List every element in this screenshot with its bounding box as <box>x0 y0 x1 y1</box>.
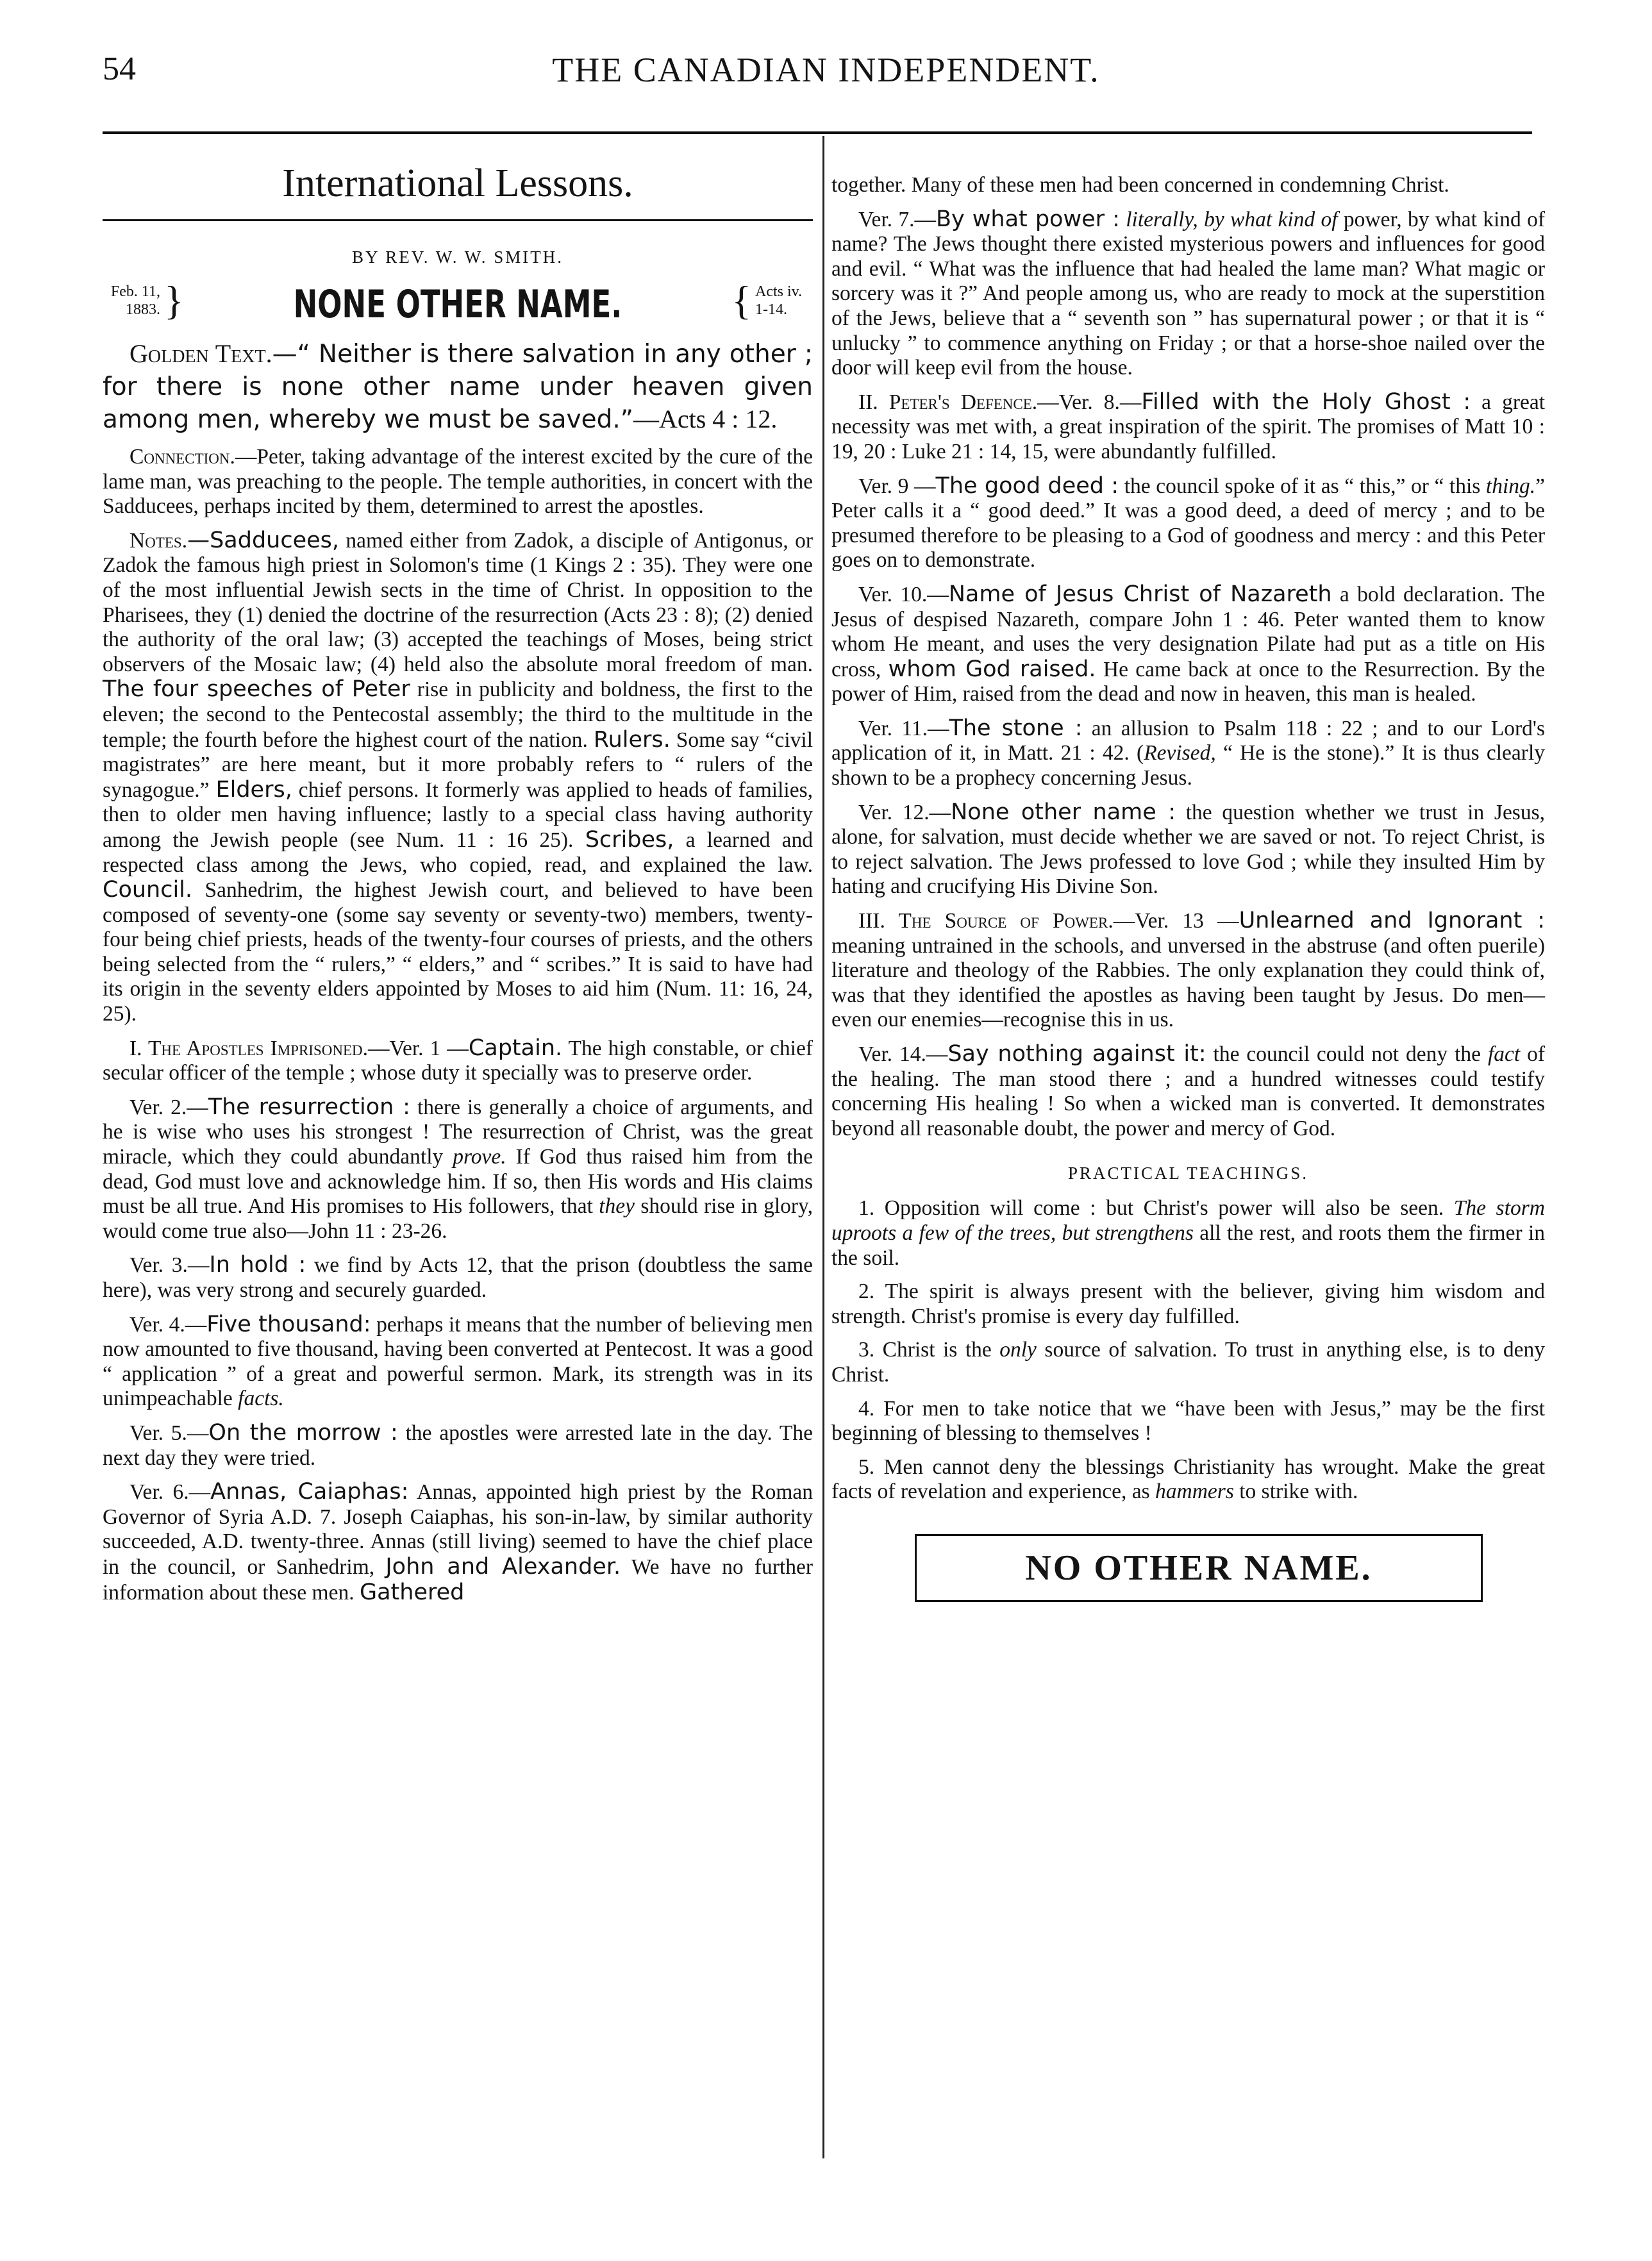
part1-text: The high constable, or chief secular officer of the temple ; whose duty it specially was to preserve order. <box>103 1036 813 1085</box>
lesson-title: NONE OTHER NAME. <box>293 282 622 327</box>
verse-text: “ He is the stone).” It is thus clearly shown to be a prophecy concerning Jesus. <box>831 741 1546 790</box>
verse-14-paragraph <box>831 1042 1545 1141</box>
part2-verse: —Ver. 8.— <box>1037 390 1142 414</box>
teaching-text: 3. Christ is the <box>858 1338 1000 1362</box>
verse-term: Name of Jesus Christ of Nazareth <box>948 581 1332 607</box>
part1-verse: —Ver. 1 — <box>368 1036 469 1060</box>
verse-5-paragraph <box>103 1421 813 1471</box>
part2-text: a great necessity was met with, a great inspiration of the spirit. The promises of Matt 10 : 19, 20 : Luke 21 : 14, 15, were abundantly fulfilled. <box>831 390 1546 463</box>
lesson-ref-book: Acts iv. <box>755 283 803 300</box>
teaching-item-4: 4. For men to take notice that we “have been with Jesus,” may be the first beginning of blessing to themselves ! <box>831 1396 1545 1446</box>
verse-term: Say nothing against it: <box>947 1041 1206 1067</box>
part2-term: Filled with the Holy Ghost : <box>1141 388 1471 415</box>
verse-text: perhaps it means that the number of believing men now amounted to five thousand, having been converted at Pentecost. It was a good “ application ” of a great and powerful sermon. Mark, its strength was in its unimpeachable <box>103 1312 813 1411</box>
notes-text: rise in publicity and boldness, the first to the eleven; the second to the Pentecostal assembly; the third to the multitude in the temple; the fourth before the highest court of the nation. <box>103 678 813 752</box>
continued-paragraph: together. Many of these men had been concerned in condemning Christ. <box>831 173 1449 197</box>
notes-text: Sanhedrim, the highest Jewish court, and believed to have been composed of seventy-one (some say seventy or seventy-two) members, twenty-four being chief priests, heads of the twenty-four courses of priests, and the others being selected from the “ rulers,” “ elders,” and “ scribes.” It is said to have had its origin in the seventy elders appointed by Moses to aid him (Num. 11: 16, 24, 25). <box>103 878 813 1026</box>
part2-paragraph <box>831 390 1545 465</box>
verse-6-paragraph <box>103 1480 813 1605</box>
verse-term: Five thousand: <box>206 1311 371 1337</box>
teaching-item-3 <box>831 1338 1545 1387</box>
notes-paragraph <box>103 528 813 1027</box>
teaching-item-1 <box>831 1196 1545 1271</box>
verse-4-paragraph <box>103 1312 813 1412</box>
verse-text: power, by what kind of name? The Jews thought there existed mysterious powers and influences for good and evil. “ What was the influence that had healed the lame man? What magic or sorcery was it ?” And people among us, who are ready to mock at the superstition of the Jews, believe that a “ seventh son ” has supernatural power ; or that it is “ unlucky ” to commence anything on Friday ; or that a horse-shoe nailed over the door will keep evil from the house. <box>831 207 1546 380</box>
verse-text: a bold declaration. The Jesus of despised Nazareth, compare John 1 : 46. Peter wanted them to know whom He meant, and uses the very designation Pilate had put as a title on His cross, <box>831 582 1545 681</box>
lesson-reference <box>755 283 813 319</box>
notes-text: chief persons. It formerly was applied to heads of families, then to older men having influence; lastly to a special class having authority among the Jewish people (see Num. 11 : 16 25). <box>103 778 813 852</box>
teaching-text: all the rest, and roots them the firmer in the soil. <box>831 1221 1545 1270</box>
part1-term: Captain. <box>468 1035 563 1061</box>
verse-9-paragraph <box>831 474 1545 573</box>
verse-text: an allusion to Psalm 118 : 22 ; and to our Lord's application of it, in Matt. 21 : 42. ( <box>831 716 1545 765</box>
verse-emphasis: they <box>599 1194 635 1219</box>
byline: BY REV. W. W. SMITH. <box>351 247 564 267</box>
notes-label: Notes. <box>129 528 188 553</box>
notes-text: Some say “civil magistrates” are here meant, but it more probably refers to “ rulers of the synagogue.” <box>103 728 813 802</box>
golden-text-verse: —“ Neither is there salvation in any other ; for there is none other name under heaven given among men, whereby we must be saved.” <box>103 340 813 434</box>
lesson-date-day: Feb. 11, <box>110 283 160 300</box>
verse-emphasis: thing. <box>1485 474 1536 498</box>
verse-label: Ver. 12.— <box>858 800 951 824</box>
verse-text: We have no further information about these men. <box>103 1555 813 1605</box>
verse-text: the council spoke of it as “ this,” or “ this <box>1119 474 1486 498</box>
verse-emphasis: prove. <box>453 1145 506 1169</box>
part3-heading: III. The Source of Power. <box>858 909 1114 933</box>
verse-label: Ver. 2.— <box>129 1095 208 1119</box>
verse-11-paragraph <box>831 716 1545 791</box>
teaching-emphasis: hammers <box>1155 1480 1234 1504</box>
verse-term: The resurrection : <box>208 1094 410 1120</box>
brace-left: } <box>164 278 184 323</box>
verse-text: there is generally a choice of arguments, and he is wise who uses his strongest ! The resurrection of Christ, was the great miracle, which they could abundantly <box>103 1095 813 1169</box>
verse-term: In hold : <box>209 1252 306 1278</box>
verse-text: the apostles were arrested late in the day. The next day they were tried. <box>103 1421 813 1470</box>
verse-text: ” Peter calls it a “ good deed.” It was a good deed, a deed of mercy ; and to be presumed therefore to be pleasing to a God of goodness and mercy : and this Peter goes on to demonstrate. <box>831 474 1546 572</box>
verse-emphasis: fact <box>1487 1042 1521 1066</box>
teaching-text: 5. Men cannot deny the blessings Christianity has wrought. Make the great facts of revelation and experience, as <box>831 1455 1545 1504</box>
notes-term-four-speeches: The four speeches of Peter <box>103 676 410 703</box>
verse-term: whom God raised. <box>888 656 1096 682</box>
verse-term: On the morrow : <box>208 1419 398 1446</box>
verse-emphasis: Revised, <box>1144 741 1216 765</box>
verse-text <box>1120 208 1126 231</box>
page-number: 54 <box>103 51 136 87</box>
verse-term: None other name : <box>951 799 1176 825</box>
teaching-item-5 <box>831 1455 1545 1505</box>
verse-label: Ver. 11.— <box>858 716 949 740</box>
lesson-title-row <box>103 279 813 333</box>
golden-text <box>103 338 813 436</box>
part2-heading: II. Peter's Defence. <box>858 390 1038 414</box>
notes-text: a learned and respected class among the Jews, who copied, read, and explained the law. <box>103 828 813 877</box>
verse-text: of the healing. The man stood there ; and a hundred witnesses could testify concerning His healing ! So when a wicked man is converted. It demonstrates beyond all reasonable doubt, the power and mercy of God. <box>831 1042 1546 1140</box>
verse-term: Annas, Caiaphas: <box>210 1479 409 1505</box>
part3-term: Unlearned and Ignorant : <box>1239 908 1546 934</box>
practical-teachings-heading: PRACTICAL TEACHINGS. <box>1067 1164 1309 1183</box>
notes-term-sadducees: —Sadducees, <box>187 527 340 553</box>
part1-paragraph <box>103 1036 813 1086</box>
brace-right: { <box>731 278 751 323</box>
verse-emphasis: facts. <box>238 1387 284 1411</box>
part1-heading: I. The Apostles Imprisoned. <box>129 1036 369 1060</box>
verse-text: Annas, appointed high priest by the Roman Governor of Syria A.D. 7. Joseph Caiaphas, his son-in-law, by similar authority succeeded, A.D. twenty-three. Annas (still living) seemed to have the chief place in the council, or Sanhedrim, <box>103 1480 813 1579</box>
teaching-emphasis: The storm uproots a few of the trees, but strengthens <box>831 1196 1545 1245</box>
verse-7-paragraph <box>831 207 1545 381</box>
verse-term: By what power : <box>935 206 1120 232</box>
part3-verse: —Ver. 13 — <box>1113 909 1239 933</box>
notes-term-scribes: Scribes, <box>585 826 674 853</box>
teaching-emphasis: only <box>999 1338 1037 1362</box>
verse-10-paragraph <box>831 582 1545 707</box>
notes-term-elders: Elders, <box>215 776 292 803</box>
teaching-item-2: 2. The spirit is always present with the believer, giving him wisdom and strength. Christ's promise is every day fulfilled. <box>831 1280 1545 1328</box>
verse-label: Ver. 4.— <box>129 1312 207 1337</box>
verse-label: Ver. 14.— <box>858 1042 948 1066</box>
verse-label: Ver. 9 — <box>858 474 936 498</box>
journal-title: THE CANADIAN INDEPENDENT. <box>552 51 1100 89</box>
golden-text-reference: —Acts 4 : 12. <box>633 405 778 433</box>
verse-text: He came back at once to the Resurrection. By the power of Him, raised from the dead and now in heaven, this man is healed. <box>831 657 1545 706</box>
heading-rule <box>103 219 813 221</box>
connection-paragraph <box>103 445 813 519</box>
banner-text: NO OTHER NAME. <box>1025 1548 1372 1588</box>
verse-label: Ver. 3.— <box>129 1253 210 1278</box>
notes-term-rulers: Rulers. <box>593 726 671 753</box>
header-rule <box>103 131 1532 134</box>
verse-term: The good deed : <box>935 472 1119 499</box>
right-column <box>831 173 1545 1602</box>
teaching-text: 1. Opposition will come : but Christ's power will also be seen. <box>858 1196 1454 1221</box>
left-column <box>103 154 813 1605</box>
part3-paragraph <box>831 908 1545 1033</box>
verse-12-paragraph <box>831 800 1545 899</box>
verse-term: John and Alexander. <box>385 1553 621 1580</box>
notes-term-council: Council. <box>103 877 193 903</box>
verse-2-paragraph <box>103 1095 813 1244</box>
teaching-text: source of salvation. To trust in anything else, is to deny Christ. <box>831 1338 1545 1387</box>
lesson-date-year: 1883. <box>126 301 160 318</box>
lesson-date <box>103 283 160 319</box>
verse-label: Ver. 5.— <box>129 1421 209 1445</box>
verse-term: Gathered <box>359 1579 465 1605</box>
verse-text: should rise in glory, would come true also—John 11 : 23-26. <box>103 1194 813 1243</box>
banner-box <box>915 1534 1483 1602</box>
verse-text: the question whether we trust in Jesus, alone, for salvation, must decide whether we are saved or not. To reject Christ, is to reject salvation. The Jews professed to love God ; while they insulted Him by hating and crucifying His Divine Son. <box>831 800 1546 899</box>
part3-text: meaning untrained in the schools, and unversed in the abstruse (and often puerile) literature and theology of the Rabbies. The only explanation they could think of, was that they identified the apostles as having been taught by Jesus. Do men—even our enemies—recognise this in us. <box>831 933 1545 1032</box>
verse-emphasis: literally, by what kind of <box>1126 207 1338 231</box>
verse-label: Ver. 6.— <box>129 1480 211 1505</box>
connection-text: —Peter, taking advantage of the interest excited by the cure of the lame man, was preaching to the people. The temple authorities, in concert with the Sadducees, perhaps incited by them, determined to arrest the apostles. <box>103 445 813 519</box>
page-header <box>0 50 1652 101</box>
verse-3-paragraph <box>103 1253 813 1303</box>
verse-label: Ver. 10.— <box>858 582 949 606</box>
verse-term: The stone : <box>949 715 1083 741</box>
teaching-text: to strike with. <box>1233 1480 1358 1504</box>
section-heading: International Lessons. <box>282 162 633 205</box>
verse-label: Ver. 7.— <box>858 207 936 231</box>
connection-label: Connection. <box>129 445 235 469</box>
verse-text: If God thus raised him from the dead, God must love and acknowledge him. If so, then His words and His claims must be all true. And His promises to His followers, that <box>103 1145 813 1219</box>
golden-text-label: Golden Text. <box>129 339 272 368</box>
column-divider <box>822 136 824 2158</box>
verse-text: the council could not deny the <box>1206 1042 1488 1066</box>
lesson-ref-verses: 1-14. <box>755 301 787 318</box>
notes-text: named either from Zadok, a disciple of Antigonus, or Zadok the famous high priest in Solomon's time (1 Kings 2 : 35). They were one of the most influential Jewish sects in the time of Christ. In opposition to the Pharisees, they (1) denied the doctrine of the resurrection (Acts 23 : 8); (2) denied the authority of the oral law; (3) accepted the teachings of Moses, being strict observers of the Mosaic law; (4) held also the absolute moral freedom of man. <box>103 528 813 676</box>
verse-text: we find by Acts 12, that the prison (doubtless the same here), was very strong and securely guarded. <box>103 1253 813 1302</box>
